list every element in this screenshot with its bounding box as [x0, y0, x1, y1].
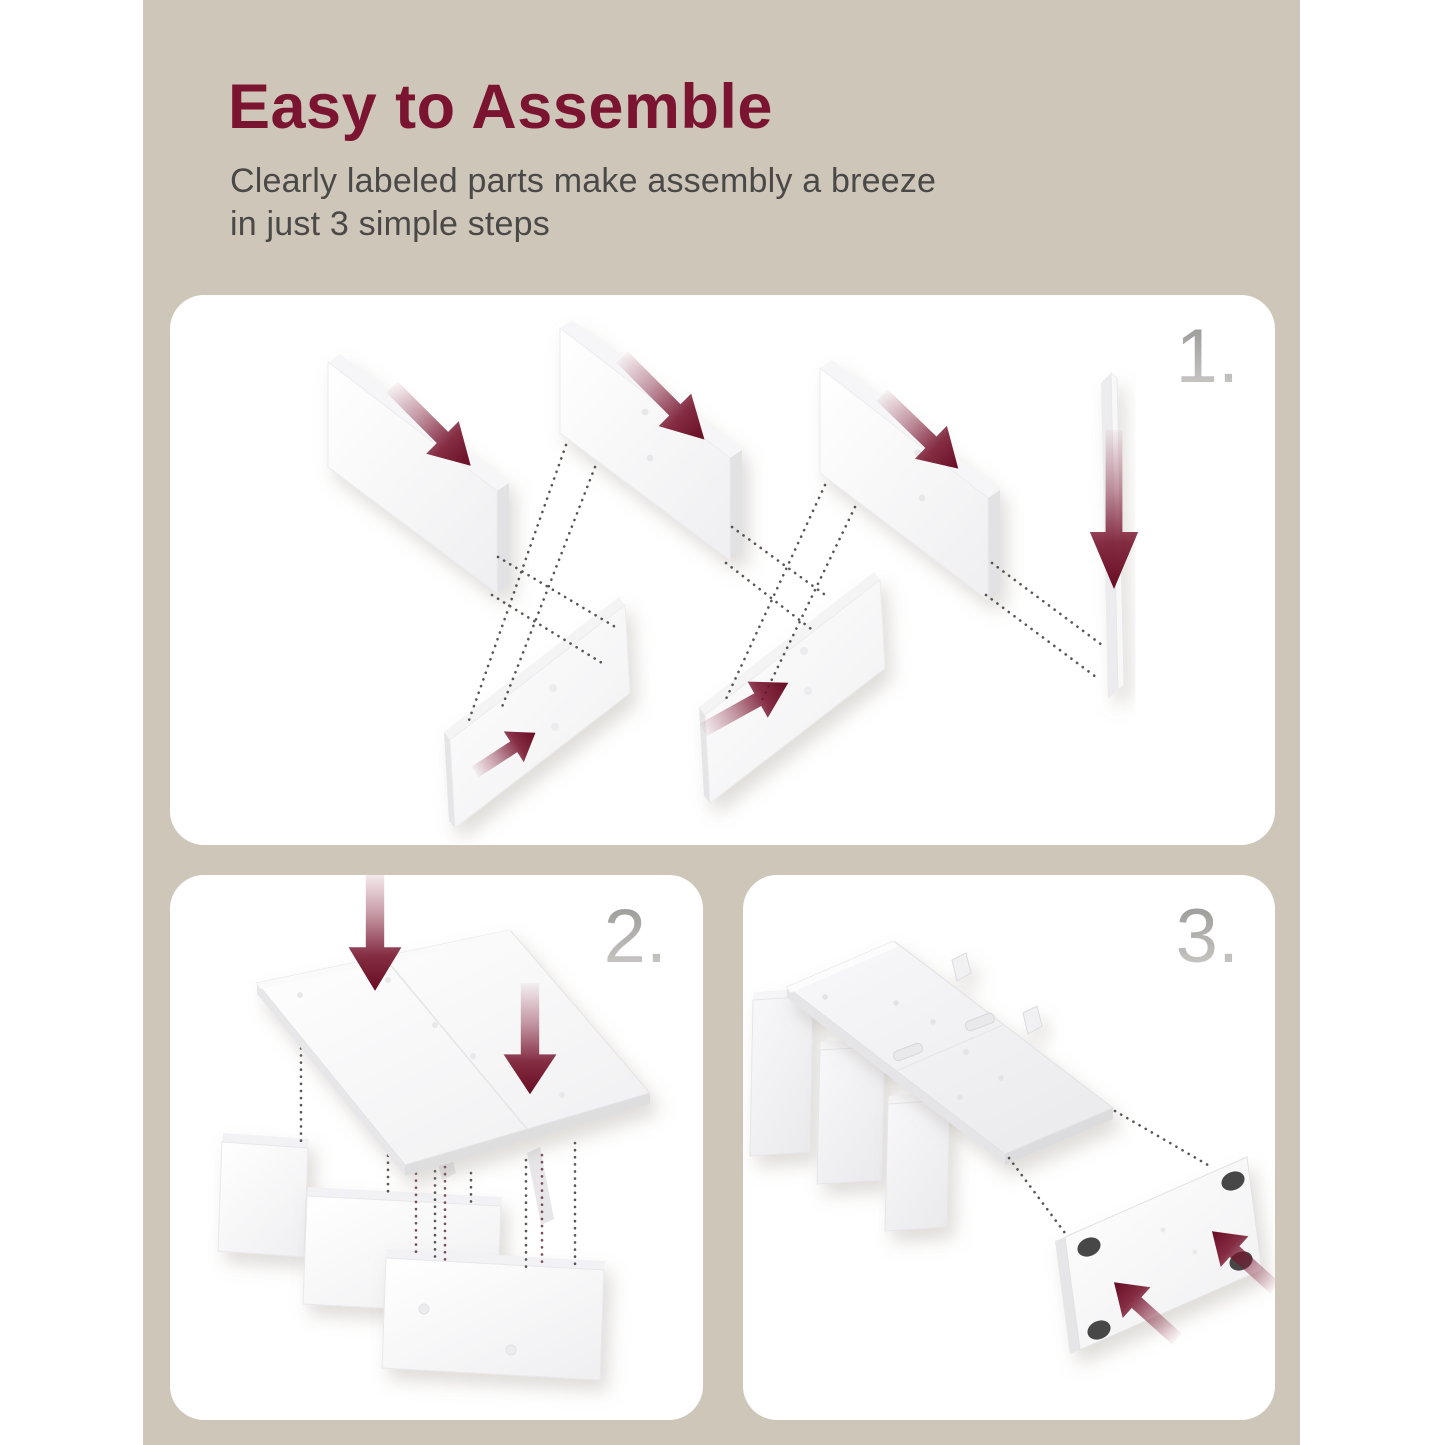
divider-upright-2 [527, 1147, 554, 1225]
back-board-1 [750, 988, 814, 1156]
subtitle-line-1: Clearly labeled parts make assembly a breeze [230, 162, 937, 200]
shelf-board-2 [699, 572, 885, 803]
step-number-1: 1. [1175, 314, 1239, 399]
side-board-1 [328, 354, 509, 593]
side-board-3 [820, 360, 1000, 600]
step-number-3: 3. [1175, 894, 1239, 979]
lower-board-1 [218, 1133, 309, 1257]
side-board-2 [560, 320, 742, 560]
top-board [257, 930, 650, 1176]
lower-board-3 [382, 1249, 605, 1380]
step-1-diagram [170, 295, 1275, 845]
step-2-panel [170, 875, 703, 1420]
step-1-panel [170, 295, 1275, 845]
step-number-2: 2. [603, 894, 667, 979]
page-title: Easy to Assemble [228, 72, 773, 142]
page-subtitle [230, 160, 936, 246]
arrow-down-icon [1090, 430, 1138, 589]
step-3-panel [743, 875, 1275, 1420]
subtitle-line-2: in just 3 simple steps [230, 204, 550, 243]
